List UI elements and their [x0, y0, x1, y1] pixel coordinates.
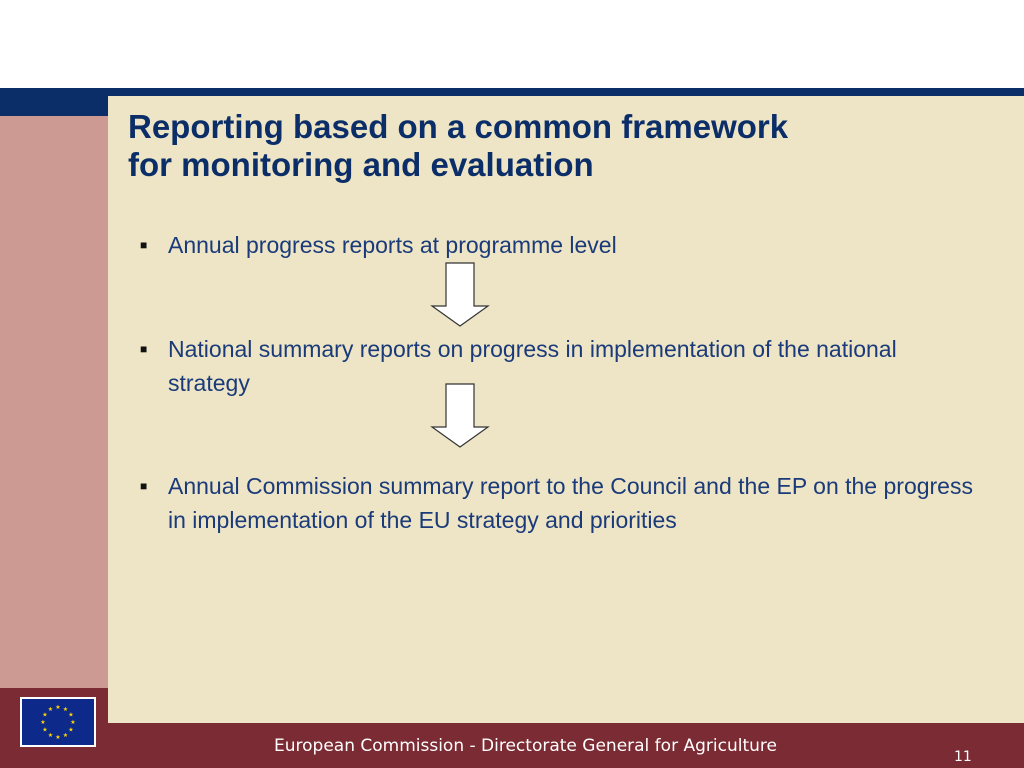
- logo-box: [0, 688, 108, 768]
- top-navy-bar: [0, 88, 1024, 96]
- bullet-text-1: Annual progress reports at programme level: [168, 232, 617, 258]
- flag-star: ★: [40, 720, 46, 727]
- flag-star: ★: [55, 735, 61, 742]
- flag-star: ★: [47, 733, 54, 740]
- slide-content-area: [108, 96, 1024, 723]
- flag-star: ★: [42, 727, 48, 734]
- bullet-text-2: National summary reports on progress in implementation of the national strategy: [168, 336, 897, 396]
- slide-title: [128, 108, 988, 184]
- bullet-marker: ■: [140, 479, 148, 493]
- bullet-marker: ■: [140, 238, 148, 252]
- left-decorative-strip: [0, 116, 108, 688]
- flag-star: ★: [62, 707, 69, 714]
- flag-star: ★: [68, 727, 74, 734]
- eu-flag-icon: [20, 697, 96, 747]
- flag-star: ★: [42, 712, 48, 719]
- flag-star: ★: [62, 733, 69, 740]
- down-arrow-icon: [430, 383, 490, 449]
- bullet-marker: ■: [140, 342, 148, 356]
- page-number: 11: [954, 749, 972, 765]
- slide-top-margin: [0, 0, 1024, 88]
- bullet-item-1: [140, 228, 980, 262]
- title-line-2: for monitoring and evaluation: [128, 146, 594, 183]
- flag-star: ★: [70, 720, 76, 727]
- footer-organisation: European Commission - Directorate General for Agriculture: [274, 736, 777, 756]
- bullet-item-3: [140, 469, 980, 537]
- flag-star: ★: [68, 712, 74, 719]
- flag-star: ★: [55, 705, 61, 712]
- down-arrow-icon: [430, 262, 490, 328]
- title-line-1: Reporting based on a common framework: [128, 108, 789, 145]
- bullet-item-2: [140, 332, 980, 400]
- left-navy-strip: [0, 96, 108, 116]
- bullet-text-3: Annual Commission summary report to the Council and the EP on the progress in implementation of the EU strategy and priorities: [168, 473, 973, 533]
- flag-star: ★: [47, 707, 54, 714]
